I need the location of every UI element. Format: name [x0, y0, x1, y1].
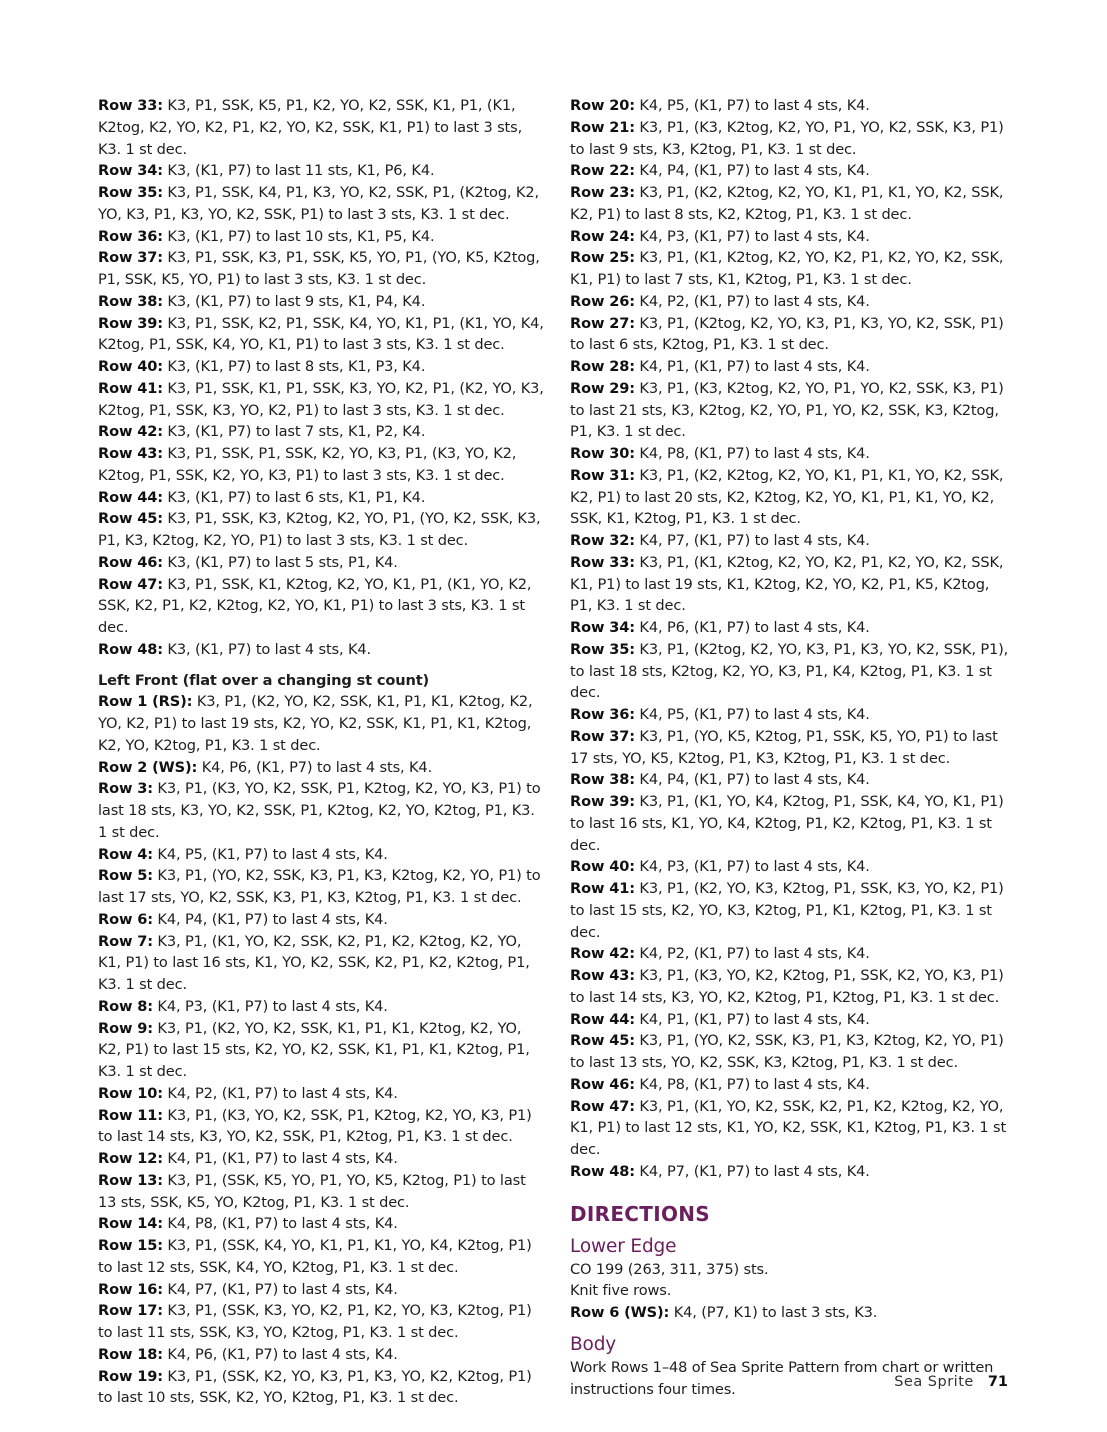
row-label: Row 3:	[98, 780, 153, 798]
pattern-row	[98, 1083, 544, 1105]
row-label: Row 47:	[98, 575, 163, 593]
row-label: Row 42:	[98, 423, 163, 441]
row-label: Row 13:	[98, 1171, 163, 1189]
row-text: K3, P1, SSK, P1, SSK, K2, YO, K3, P1, (K3, YO, K2, K2tog, P1, SSK, K2, YO, K3, P1) to last 3 sts, K3. 1 st dec.	[98, 445, 517, 484]
row-label: Row 48:	[98, 640, 163, 658]
row-label: Row 46:	[570, 1075, 635, 1093]
pattern-row	[570, 552, 1016, 617]
pattern-row	[570, 160, 1016, 182]
pattern-row	[98, 1148, 544, 1170]
pattern-row	[570, 1096, 1016, 1161]
row-text: K4, P4, (K1, P7) to last 4 sts, K4.	[634, 162, 870, 180]
row-text: K3, P1, (SSK, K3, YO, K2, P1, K2, YO, K3, K2tog, P1) to last 11 sts, SSK, K3, YO, K2tog, P1, K3. 1 st dec.	[98, 1302, 532, 1341]
row-text: K3, P1, (K2, YO, K3, K2tog, P1, SSK, K3, YO, K2, P1) to last 15 sts, K2, YO, K3, K2tog, P1, K1, K2tog, P1, K3. 1 st dec.	[570, 880, 1004, 941]
row-label: Row 47:	[570, 1097, 635, 1115]
row-label: Row 36:	[570, 706, 635, 723]
row-label: Row 40:	[98, 358, 163, 375]
footer-pattern-name: Sea Sprite	[894, 1374, 974, 1390]
row-text: K4, P6, (K1, P7) to last 4 sts, K4.	[162, 1345, 398, 1363]
row-label: Row 45:	[570, 1032, 635, 1050]
row-label: Row 4:	[98, 845, 153, 863]
lower-edge-row-6	[570, 1302, 1016, 1324]
pattern-row	[98, 443, 544, 487]
pattern-row	[570, 943, 1016, 965]
row-label: Row 18:	[98, 1345, 163, 1363]
pattern-row	[98, 639, 544, 661]
row-text: K4, P7, (K1, P7) to last 4 sts, K4.	[634, 1162, 870, 1180]
row-text: K3, P1, (YO, K2, SSK, K3, P1, K3, K2tog, K2, YO, P1) to last 17 sts, YO, K2, SSK, K3, P1, K3, K2tog, P1, K3. 1 st dec.	[98, 867, 541, 906]
row-text: K3, (K1, P7) to last 10 sts, K1, P5, K4.	[162, 227, 435, 245]
row-label: Row 26:	[570, 292, 635, 310]
row-text: K3, P1, (YO, K5, K2tog, P1, SSK, K5, YO, P1) to last 17 sts, YO, K5, K2tog, P1, K3, K2tog, P1, K3. 1 st dec.	[570, 727, 998, 767]
row-text: K3, P1, (SSK, K5, YO, P1, YO, K5, K2tog, P1) to last 13 sts, SSK, K5, YO, K2tog, P1, K3. 1 st dec.	[98, 1171, 526, 1211]
pattern-row	[570, 95, 1016, 117]
pattern-row	[98, 291, 544, 313]
pattern-row	[570, 313, 1016, 357]
row-label: Row 30:	[570, 445, 635, 462]
lower-edge-line-1: CO 199 (263, 311, 375) sts.	[570, 1260, 769, 1278]
row-text: K3, P1, (K3, K2tog, K2, YO, P1, YO, K2, SSK, K3, P1) to last 21 sts, K3, K2tog, K2, YO, P1, YO, K2, SSK, K3, K2tog, P1, K3. 1 st dec.	[570, 379, 1004, 441]
left-column	[98, 95, 544, 1409]
row-text: K4, P6, (K1, P7) to last 4 sts, K4.	[634, 619, 870, 636]
row-text: K3, P1, (YO, K2, SSK, K3, P1, K3, K2tog, K2, YO, P1) to last 13 sts, YO, K2, SSK, K3, K2tog, P1, K3. 1 st dec.	[570, 1032, 1004, 1071]
pattern-row	[98, 378, 544, 422]
row-label: Row 48:	[570, 1162, 635, 1180]
lower-edge-line-2: Knit five rows.	[570, 1282, 672, 1300]
row-label: Row 34:	[98, 162, 163, 180]
row-text: K3, (K1, P7) to last 5 sts, P1, K4.	[162, 553, 398, 571]
row-text: K4, P1, (K1, P7) to last 4 sts, K4.	[634, 1010, 870, 1028]
pattern-row	[570, 530, 1016, 552]
row-label: Row 35:	[98, 184, 163, 201]
pattern-row	[570, 965, 1016, 1009]
pattern-row	[570, 226, 1016, 248]
row-label: Row 29:	[570, 379, 635, 397]
row-text: K3, P1, (K2, K2tog, K2, YO, K1, P1, K1, YO, K2, SSK, K2, P1) to last 20 sts, K2, K2tog, K2, YO, K1, P1, K1, YO, K2, SSK, K1, K2tog, P1, K3. 1 st dec.	[570, 466, 1004, 528]
directions-heading: DIRECTIONS	[570, 1201, 711, 1226]
pattern-row	[98, 865, 544, 909]
row-label: Row 19:	[98, 1367, 163, 1385]
pattern-row	[98, 1235, 544, 1279]
row-text: K3, P1, (K2, YO, K2, SSK, K1, P1, K1, K2tog, K2, YO, K2, P1) to last 15 sts, K2, YO, K2, SSK, K1, P1, K1, K2tog, P1, K3. 1 st dec.	[98, 1019, 530, 1080]
pattern-row	[570, 704, 1016, 726]
row-text: K3, P1, (K3, YO, K2, SSK, P1, K2tog, K2, YO, K3, P1) to last 14 sts, K3, YO, K2, SSK, P1, K2tog, P1, K3. 1 st dec.	[98, 1106, 532, 1146]
row-label: Row 17:	[98, 1302, 163, 1320]
pattern-row	[570, 465, 1016, 530]
pattern-row	[570, 1030, 1016, 1074]
row-text: K3, P1, (K3, YO, K2, SSK, P1, K2tog, K2, YO, K3, P1) to last 18 sts, K3, YO, K2, SSK, P1, K2tog, K2, YO, K2tog, P1, K3. 1 st dec.	[98, 780, 541, 841]
row-text: K3, P1, (K1, K2tog, K2, YO, K2, P1, K2, YO, K2, SSK, K1, P1) to last 19 sts, K1, K2tog, K2, YO, K2, P1, K5, K2tog, P1, K3. 1 st dec.	[570, 553, 1004, 615]
row-label: Row 1 (RS):	[98, 693, 193, 711]
row-text: K4, P6, (K1, P7) to last 4 sts, K4.	[197, 758, 433, 776]
row-label: Row 16:	[98, 1280, 163, 1298]
row-text: K4, P3, (K1, P7) to last 4 sts, K4.	[152, 997, 388, 1015]
pattern-row	[570, 378, 1016, 443]
row-text: K4, P1, (K1, P7) to last 4 sts, K4.	[634, 358, 870, 375]
right-rows	[570, 95, 1016, 1183]
pattern-row	[570, 878, 1016, 943]
row-label: Row 44:	[98, 488, 163, 506]
row-text: K3, P1, SSK, K1, P1, SSK, K3, YO, K2, P1, (K2, YO, K3, K2tog, P1, SSK, K3, YO, K2, P1) to last 3 sts, K3. 1 st dec.	[98, 379, 544, 419]
pattern-row	[98, 421, 544, 443]
pattern-row	[98, 757, 544, 779]
row-text: K3, (K1, P7) to last 9 sts, K1, P4, K4.	[162, 292, 426, 310]
row-label: Row 34:	[570, 619, 635, 636]
row-text: K3, P1, SSK, K4, P1, K3, YO, K2, SSK, P1, (K2tog, K2, YO, K3, P1, K3, YO, K2, SSK, P1) to last 3 sts, K3. 1 st dec.	[98, 184, 539, 223]
row-text: K4, (P7, K1) to last 3 sts, K3.	[669, 1304, 878, 1321]
body-instructions: Work Rows 1–48 of Sea Sprite Pattern from chart or written instructions four times.	[570, 1358, 994, 1398]
row-label: Row 36:	[98, 227, 163, 245]
row-text: K3, (K1, P7) to last 6 sts, K1, P1, K4.	[162, 488, 426, 506]
page-footer	[894, 1374, 1008, 1390]
pattern-row	[98, 1344, 544, 1366]
row-label: Row 41:	[98, 379, 163, 397]
row-text: K3, P1, (SSK, K2, YO, K3, P1, K3, YO, K2, K2tog, P1) to last 10 sts, SSK, K2, YO, K2tog, P1, K3. 1 st dec.	[98, 1367, 532, 1407]
row-label: Row 22:	[570, 162, 635, 180]
left-front-section-title: Left Front (flat over a changing st count)	[98, 671, 430, 689]
row-text: K4, P7, (K1, P7) to last 4 sts, K4.	[634, 532, 870, 549]
row-text: K3, (K1, P7) to last 11 sts, K1, P6, K4.	[162, 162, 435, 180]
row-label: Row 33:	[98, 97, 163, 114]
pattern-row	[570, 443, 1016, 465]
row-label: Row 37:	[570, 727, 635, 745]
row-label: Row 43:	[98, 445, 163, 462]
row-text: K4, P2, (K1, P7) to last 4 sts, K4.	[634, 945, 870, 963]
row-label: Row 41:	[570, 880, 635, 897]
pattern-row	[98, 1105, 544, 1149]
row-text: K3, P1, (K1, YO, K2, SSK, K2, P1, K2, K2tog, K2, YO, K1, P1) to last 16 sts, K1, YO, K2, SSK, K2, P1, K2, K2tog, P1, K3. 1 st dec.	[98, 932, 530, 993]
pattern-row	[570, 639, 1016, 704]
pattern-row	[98, 1366, 544, 1410]
row-text: K3, P1, (K1, K2tog, K2, YO, K2, P1, K2, YO, K2, SSK, K1, P1) to last 7 sts, K1, K2tog, P1, K3. 1 st dec.	[570, 249, 1004, 288]
pattern-row	[98, 1279, 544, 1301]
row-text: K3, (K1, P7) to last 4 sts, K4.	[162, 640, 372, 658]
pattern-row	[98, 691, 544, 756]
row-text: K3, P1, (K3, YO, K2, K2tog, P1, SSK, K2, YO, K3, P1) to last 14 sts, K3, YO, K2, K2tog, P1, K2tog, P1, K3. 1 st dec.	[570, 967, 1004, 1006]
pattern-row	[570, 291, 1016, 313]
pattern-row	[570, 1161, 1016, 1183]
pattern-row	[98, 844, 544, 866]
row-text: K3, P1, SSK, K3, K2tog, K2, YO, P1, (YO, K2, SSK, K3, P1, K3, K2tog, K2, YO, P1) to last 3 sts, K3. 1 st dec.	[98, 510, 541, 549]
row-text: K4, P3, (K1, P7) to last 4 sts, K4.	[634, 858, 870, 876]
row-label: Row 42:	[570, 945, 635, 963]
row-text: K4, P8, (K1, P7) to last 4 sts, K4.	[634, 1075, 870, 1093]
row-text: K3, P1, (K2tog, K2, YO, K3, P1, K3, YO, K2, SSK, P1) to last 6 sts, K2tog, P1, K3. 1 st dec.	[570, 314, 1004, 354]
row-label: Row 10:	[98, 1084, 163, 1102]
row-label: Row 21:	[570, 118, 635, 136]
pattern-row	[570, 182, 1016, 226]
pattern-row	[570, 791, 1016, 856]
row-label: Row 14:	[98, 1215, 163, 1233]
row-text: K4, P3, (K1, P7) to last 4 sts, K4.	[634, 227, 870, 245]
row-label: Row 35:	[570, 640, 635, 658]
pattern-row	[98, 487, 544, 509]
row-label: Row 38:	[98, 292, 163, 310]
row-text: K3, P1, SSK, K1, K2tog, K2, YO, K1, P1, (K1, YO, K2, SSK, K2, P1, K2, K2tog, K2, YO, K1, P1) to last 3 sts, K3. 1 st dec.	[98, 575, 532, 636]
row-text: K4, P5, (K1, P7) to last 4 sts, K4.	[152, 845, 388, 863]
row-text: K4, P8, (K1, P7) to last 4 sts, K4.	[162, 1215, 398, 1233]
pattern-row	[98, 95, 544, 160]
row-label: Row 46:	[98, 553, 163, 571]
row-label: Row 43:	[570, 967, 635, 984]
row-label: Row 39:	[570, 793, 635, 810]
row-label: Row 25:	[570, 249, 635, 267]
row-text: K4, P4, (K1, P7) to last 4 sts, K4.	[152, 910, 388, 928]
body-heading: Body	[570, 1333, 617, 1355]
row-text: K4, P5, (K1, P7) to last 4 sts, K4.	[634, 97, 870, 114]
row-label: Row 12:	[98, 1150, 163, 1167]
row-text: K3, P1, (K3, K2tog, K2, YO, P1, YO, K2, SSK, K3, P1) to last 9 sts, K3, K2tog, P1, K3. 1 st dec.	[570, 118, 1004, 158]
pattern-row	[98, 313, 544, 357]
row-text: K3, P1, SSK, K3, P1, SSK, K5, YO, P1, (YO, K5, K2tog, P1, SSK, K5, YO, P1) to last 3 sts, K3. 1 st dec.	[98, 249, 540, 288]
row-text: K4, P2, (K1, P7) to last 4 sts, K4.	[634, 292, 870, 310]
pattern-row	[98, 1018, 544, 1083]
row-text: K4, P4, (K1, P7) to last 4 sts, K4.	[634, 771, 870, 789]
row-text: K3, P1, (K1, YO, K4, K2tog, P1, SSK, K4, YO, K1, P1) to last 16 sts, K1, YO, K4, K2tog, P1, K2, K2tog, P1, K3. 1 st dec.	[570, 793, 1004, 854]
row-label: Row 6:	[98, 910, 153, 928]
pattern-row	[98, 552, 544, 574]
row-label: Row 2 (WS):	[98, 758, 198, 776]
pattern-row	[98, 508, 544, 552]
row-label: Row 6 (WS):	[570, 1304, 670, 1321]
row-text: K4, P2, (K1, P7) to last 4 sts, K4.	[162, 1084, 398, 1102]
row-label: Row 44:	[570, 1010, 635, 1028]
pattern-row	[98, 1170, 544, 1214]
row-text: K3, P1, (K2, K2tog, K2, YO, K1, P1, K1, YO, K2, SSK, K2, P1) to last 8 sts, K2, K2tog, P1, K3. 1 st dec.	[570, 184, 1004, 223]
pattern-row	[98, 574, 544, 639]
row-text: K3, P1, (SSK, K4, YO, K1, P1, K1, YO, K4, K2tog, P1) to last 12 sts, SSK, K4, YO, K2tog, P1, K3. 1 st dec.	[98, 1237, 532, 1276]
left-rows-a	[98, 95, 544, 661]
row-label: Row 39:	[98, 314, 163, 332]
row-text: K3, P1, SSK, K2, P1, SSK, K4, YO, K1, P1, (K1, YO, K4, K2tog, P1, SSK, K4, YO, K1, P1) to last 3 sts, K3. 1 st dec.	[98, 314, 544, 354]
row-text: K4, P5, (K1, P7) to last 4 sts, K4.	[634, 706, 870, 723]
row-label: Row 9:	[98, 1019, 153, 1037]
page-number: 71	[987, 1374, 1008, 1390]
pattern-row	[98, 909, 544, 931]
lower-edge-heading: Lower Edge	[570, 1235, 677, 1257]
row-text: K3, (K1, P7) to last 7 sts, K1, P2, K4.	[162, 423, 426, 441]
row-text: K3, P1, (K2, YO, K2, SSK, K1, P1, K1, K2tog, K2, YO, K2, P1) to last 19 sts, K2, YO, K2, SSK, K1, P1, K1, K2tog, K2, YO, K2tog, P1, K3. 1 st dec.	[98, 693, 533, 754]
pattern-row	[98, 1300, 544, 1344]
pattern-row	[98, 996, 544, 1018]
row-label: Row 45:	[98, 510, 163, 528]
row-label: Row 33:	[570, 553, 635, 571]
row-label: Row 37:	[98, 249, 163, 267]
row-label: Row 38:	[570, 771, 635, 789]
pattern-row	[98, 247, 544, 291]
pattern-row	[98, 182, 544, 226]
row-label: Row 8:	[98, 997, 153, 1015]
pattern-row	[98, 160, 544, 182]
row-text: K3, P1, SSK, K5, P1, K2, YO, K2, SSK, K1, P1, (K1, K2tog, K2, YO, K2, P1, K2, YO, K2, SSK, K1, P1) to last 3 sts, K3. 1 st dec.	[98, 97, 523, 158]
pattern-row	[570, 617, 1016, 639]
row-label: Row 15:	[98, 1237, 163, 1254]
row-label: Row 24:	[570, 227, 635, 245]
row-label: Row 27:	[570, 314, 635, 332]
row-text: K4, P8, (K1, P7) to last 4 sts, K4.	[634, 445, 870, 462]
right-column	[570, 95, 1016, 1400]
row-label: Row 7:	[98, 932, 153, 950]
row-label: Row 32:	[570, 532, 635, 549]
row-label: Row 28:	[570, 358, 635, 375]
row-text: K3, P1, (K1, YO, K2, SSK, K2, P1, K2, K2tog, K2, YO, K1, P1) to last 12 sts, K1, YO, K2, SSK, K1, K2tog, P1, K3. 1 st dec.	[570, 1097, 1007, 1158]
row-label: Row 23:	[570, 184, 635, 201]
row-text: K3, (K1, P7) to last 8 sts, K1, P3, K4.	[162, 358, 426, 375]
row-text: K3, P1, (K2tog, K2, YO, K3, P1, K3, YO, K2, SSK, P1), to last 18 sts, K2tog, K2, YO, K3, P1, K4, K2tog, P1, K3. 1 st dec.	[570, 640, 1009, 702]
row-text: K4, P1, (K1, P7) to last 4 sts, K4.	[162, 1150, 398, 1167]
pattern-row	[570, 1074, 1016, 1096]
pattern-row	[570, 356, 1016, 378]
row-label: Row 11:	[98, 1106, 163, 1124]
row-label: Row 40:	[570, 858, 635, 876]
pattern-row	[98, 356, 544, 378]
left-rows-b	[98, 691, 544, 1409]
pattern-row	[570, 769, 1016, 791]
pattern-row	[98, 226, 544, 248]
pattern-row	[570, 247, 1016, 291]
pattern-row	[98, 778, 544, 843]
row-label: Row 31:	[570, 466, 635, 484]
row-label: Row 5:	[98, 867, 153, 885]
pattern-row	[570, 117, 1016, 161]
pattern-row	[98, 1213, 544, 1235]
pattern-row	[570, 1009, 1016, 1031]
row-text: K4, P7, (K1, P7) to last 4 sts, K4.	[162, 1280, 398, 1298]
pattern-row	[570, 856, 1016, 878]
row-label: Row 20:	[570, 97, 635, 114]
pattern-row	[98, 931, 544, 996]
pattern-row	[570, 726, 1016, 770]
